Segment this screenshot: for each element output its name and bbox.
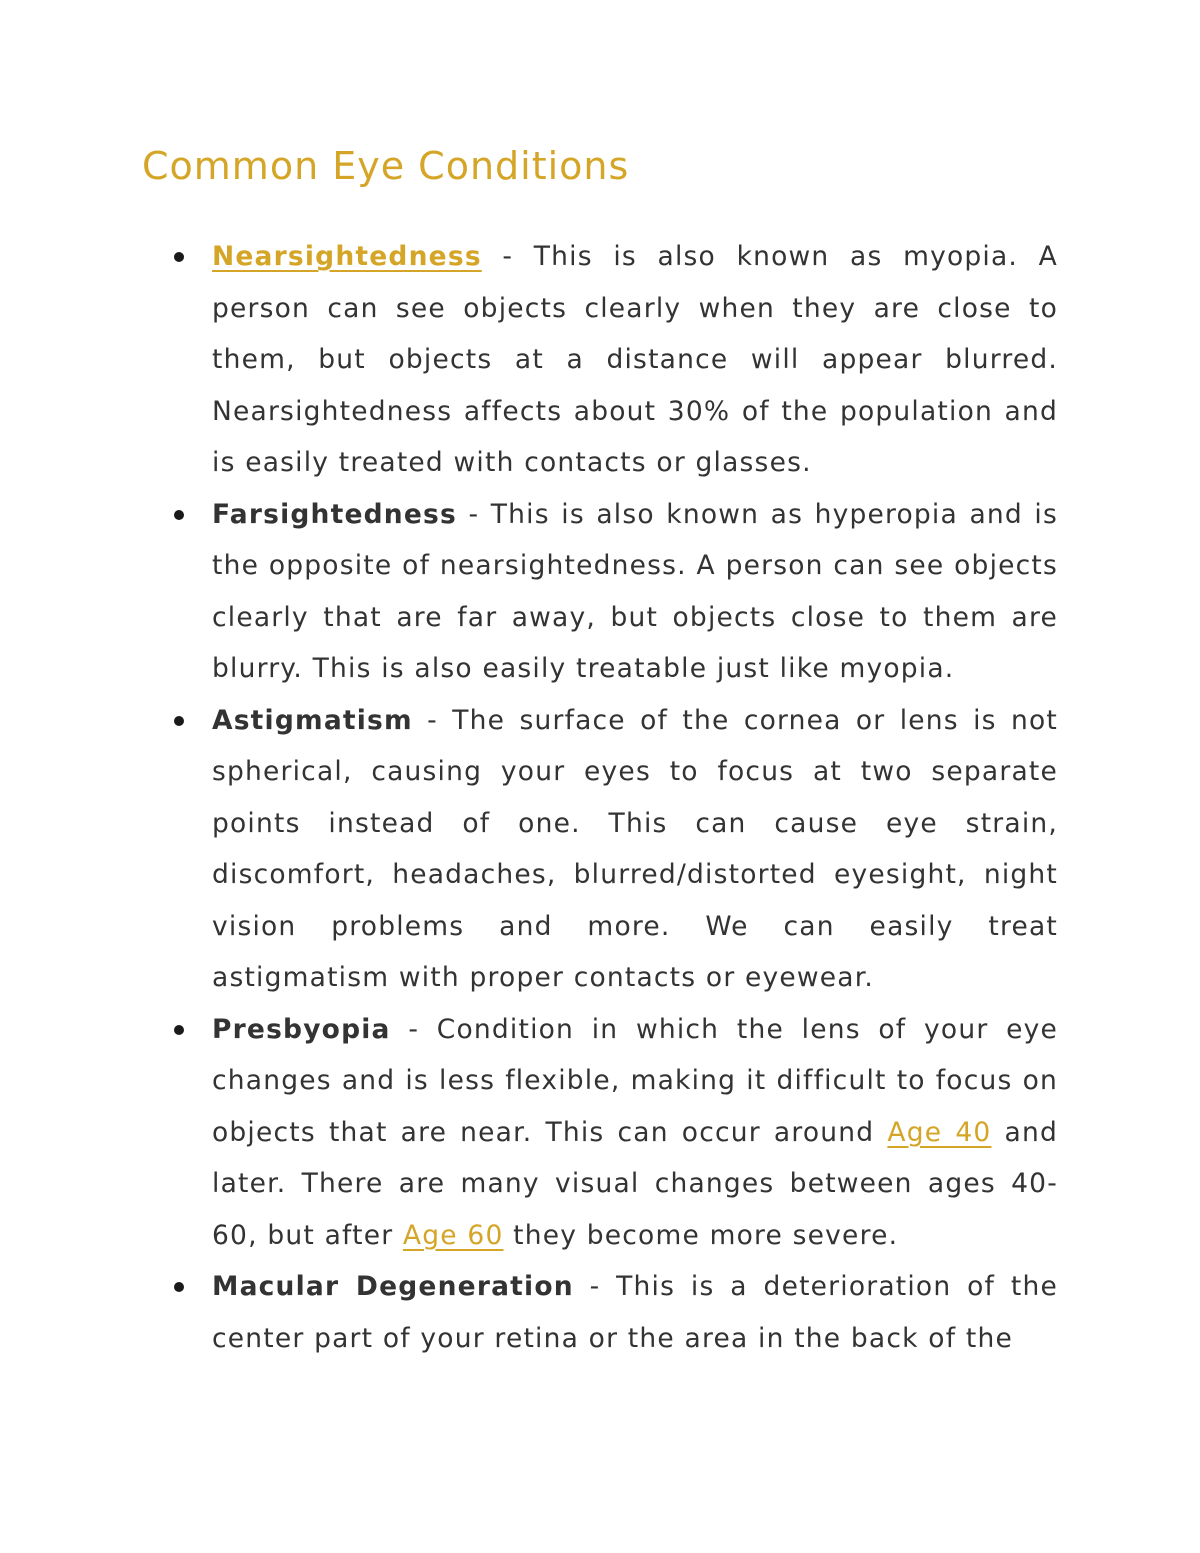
bullet-icon: [174, 1282, 184, 1292]
age-40-link[interactable]: Age 40: [887, 1116, 992, 1148]
item-description: This is a deterioration of the center part of your retina or the area in the back of the: [212, 1271, 1058, 1354]
age-60-link[interactable]: Age 60: [402, 1219, 504, 1251]
item-separator: -: [412, 704, 453, 736]
item-separator: -: [390, 1013, 437, 1045]
bullet-icon: [174, 510, 184, 520]
list-item-nearsightedness: [212, 231, 1058, 489]
item-separator: -: [457, 498, 491, 530]
page-title: Common Eye Conditions: [142, 144, 630, 188]
conditions-list: [212, 231, 1058, 1364]
item-term: Macular Degeneration: [212, 1271, 574, 1302]
list-item-astigmatism: [212, 695, 1058, 1004]
list-item-farsightedness: [212, 489, 1058, 695]
item-separator: -: [573, 1271, 617, 1302]
item-description: Condition in which the lens of your eye changes and is less flexible, making it difficult to focus on objects that are near. This can occur around: [212, 1013, 1058, 1148]
item-term: Astigmatism: [212, 704, 413, 736]
bullet-icon: [174, 716, 184, 726]
item-description: they become more severe.: [503, 1219, 899, 1251]
bullet-icon: [174, 252, 184, 262]
item-description: This is also known as myopia. A person can see objects clearly when they are close to them, but objects at a distance will appear blurred. Nearsightedness affects about 30% of the population and is easily treated with contacts or glasses.: [212, 241, 1058, 478]
item-description: This is also known as hyperopia and is the opposite of nearsightedness. A person can see objects clearly that are far away, but objects close to them are blurry. This is also easily treatable just like myopia.: [212, 498, 1058, 684]
nearsightedness-link[interactable]: Nearsightedness: [212, 241, 482, 272]
item-separator: -: [481, 241, 534, 272]
list-item-presbyopia: [212, 1004, 1058, 1262]
item-description: The surface of the cornea or lens is not spherical, causing your eyes to focus at two separate points instead of one. This can cause eye strain, discomfort, headaches, blurred/distorted eyesight, night vision problems and more. We can easily treat astigmatism with proper contacts or eyewear.: [212, 704, 1059, 993]
bullet-icon: [174, 1025, 184, 1035]
item-term: Farsightedness: [212, 498, 457, 530]
item-term: Presbyopia: [212, 1013, 391, 1045]
item-description: and later. There are many visual changes between ages 40-60, but after: [212, 1116, 1058, 1251]
list-item-macular-degeneration: [212, 1261, 1058, 1364]
